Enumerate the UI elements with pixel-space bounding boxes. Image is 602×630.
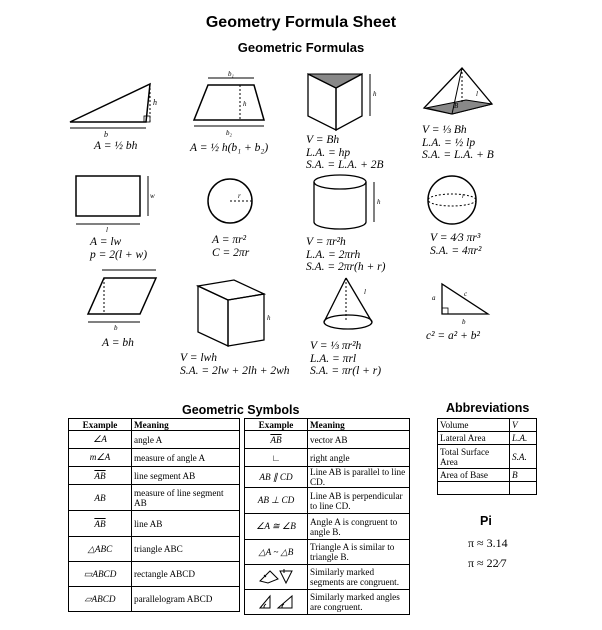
- formula-pythagorean: c² = a² + b²: [426, 330, 480, 342]
- svg-text:b₂: b₂: [226, 129, 232, 137]
- symbols-table-left: [68, 418, 240, 612]
- formula-prism: V = Bh L.A. = hp S.A. = L.A. + 2B: [306, 134, 384, 171]
- table-row: △A ~ △B Triangle A is similar to triangle B.: [245, 540, 410, 565]
- right-triangle-figure: [428, 276, 498, 328]
- pi-approx-fraction: π ≈ 22⁄7: [468, 556, 507, 570]
- section-title-pi: Pi: [480, 514, 492, 528]
- pyramid-figure: [418, 64, 508, 124]
- formula-cylinder: V = πr²h L.A. = 2πrh S.A. = 2πr(h + r): [306, 236, 386, 273]
- table-row: Volume V: [438, 419, 537, 432]
- cone-figure: [318, 274, 388, 340]
- svg-text:r: r: [238, 192, 241, 200]
- svg-text:l: l: [106, 226, 108, 232]
- cylinder-figure: [310, 172, 390, 234]
- table-row: Total Surface Area S.A.: [438, 445, 537, 469]
- table-row: ∟ right angle: [245, 449, 410, 467]
- svg-text:b: b: [104, 130, 108, 139]
- page-title: Geometry Formula Sheet: [205, 14, 397, 31]
- header-meaning-2: Meaning: [308, 419, 410, 431]
- formula-cone: V = ⅓ πr²h L.A. = πrl S.A. = πr(l + r): [310, 340, 382, 377]
- table-row: ▭ABCD rectangle ABCD: [69, 562, 240, 587]
- section-title-abbreviations: Abbreviations: [446, 401, 530, 415]
- table-row: $\overline{AB}$ line AB: [69, 511, 240, 537]
- trapezoid-figure: [188, 68, 283, 138]
- table-row: $\overline{AB}$ line segment AB: [69, 467, 240, 485]
- svg-text:h: h: [267, 314, 271, 322]
- parallelogram-figure: [84, 266, 164, 332]
- svg-text:h: h: [377, 198, 381, 206]
- sphere-figure: [424, 174, 484, 230]
- svg-text:b: b: [114, 324, 118, 332]
- table-row: Similarly marked angles are congruent.: [245, 590, 410, 615]
- triangle-figure: [66, 70, 166, 140]
- svg-text:w: w: [150, 192, 155, 200]
- formula-pyramid: V = ⅓ Bh L.A. = ½ lp S.A. = L.A. + B: [422, 124, 494, 161]
- svg-text:r: r: [462, 192, 465, 200]
- table-row: Lateral Area L.A.: [438, 432, 537, 445]
- table-row: ∠A angle A: [69, 431, 240, 449]
- formula-parallelogram: A = bh: [102, 337, 134, 349]
- table-row: m∠A measure of angle A: [69, 449, 240, 467]
- table-row: Area of Base B: [438, 469, 537, 482]
- svg-text:l: l: [476, 90, 478, 98]
- abbreviations-table: [437, 418, 537, 495]
- formula-trapezoid: A = ½ h(b₁ + b₂): [190, 142, 269, 154]
- header-example: Example: [69, 419, 132, 431]
- box-figure: [194, 276, 279, 350]
- circle-figure: [202, 176, 262, 228]
- svg-text:h: h: [153, 98, 157, 107]
- svg-text:l: l: [364, 288, 366, 296]
- table-row: Similarly marked segments are congruent.: [245, 565, 410, 590]
- formula-circle: A = πr² C = 2πr: [212, 234, 250, 259]
- table-row: AB ⊥ CD Line AB is perpendicular to line CD.: [245, 488, 410, 514]
- table-row: [438, 482, 537, 495]
- table-row: $\overline{AB}$ vector AB: [245, 431, 410, 449]
- pi-approx-decimal: π ≈ 3.14: [468, 536, 508, 550]
- formula-triangle: A = ½ bh: [94, 140, 138, 152]
- svg-text:h: h: [373, 90, 377, 98]
- congruent-segments-icon: [245, 565, 308, 590]
- table-row: ▱ABCD parallelogram ABCD: [69, 587, 240, 612]
- svg-text:c: c: [464, 290, 468, 298]
- header-example-2: Example: [245, 419, 308, 431]
- prism-figure: [300, 68, 385, 140]
- svg-text:h: h: [243, 100, 247, 108]
- svg-text:b₁: b₁: [228, 70, 234, 78]
- rectangle-figure: [72, 172, 162, 232]
- symbols-table-right: [244, 418, 410, 615]
- section-title-formulas: Geometric Formulas: [237, 40, 365, 55]
- svg-text:B: B: [454, 102, 459, 110]
- congruent-angles-icon: [245, 590, 308, 615]
- table-row: ∠A ≅ ∠B Angle A is congruent to angle B.: [245, 514, 410, 540]
- svg-text:a: a: [432, 294, 436, 302]
- header-meaning: Meaning: [132, 419, 240, 431]
- table-row: AB ∥ CD Line AB is parallel to line CD.: [245, 467, 410, 488]
- table-row: △ABC triangle ABC: [69, 537, 240, 562]
- formula-rectangle: A = lw p = 2(l + w): [90, 236, 148, 261]
- formula-sphere: V = 4⁄3 πr³ S.A. = 4πr²: [430, 232, 482, 257]
- table-row: AB measure of line segment AB: [69, 485, 240, 511]
- svg-text:b: b: [462, 318, 466, 326]
- section-title-symbols: Geometric Symbols: [182, 403, 300, 417]
- formula-box: V = lwh S.A. = 2lw + 2lh + 2wh: [180, 352, 290, 377]
